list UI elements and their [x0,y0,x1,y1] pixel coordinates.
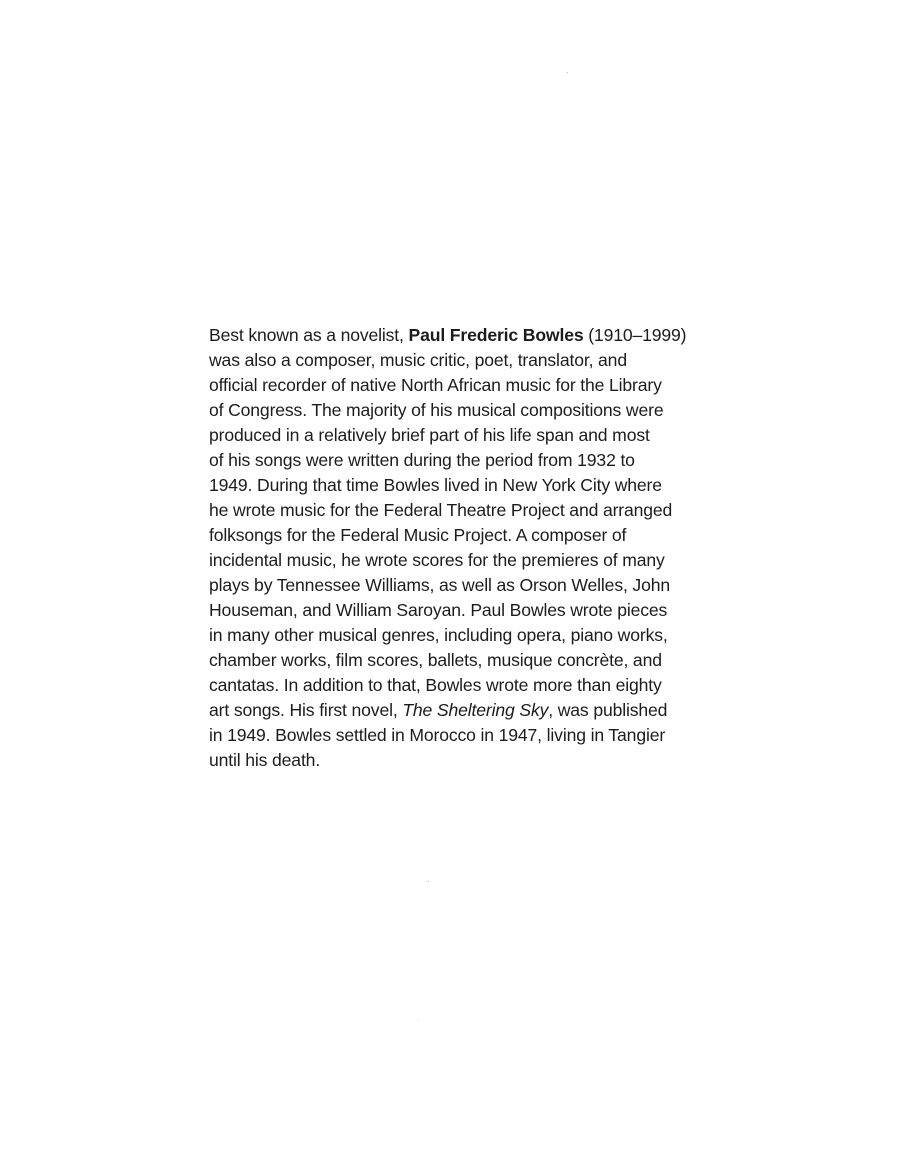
bio-line-7: 1949. During that time Bowles lived in New York City where [209,475,662,495]
bio-line-16-tail: , was published [548,700,668,720]
scan-speck [418,1019,419,1020]
bio-line-5: produced in a relatively brief part of his life span and most [209,425,650,445]
subject-name: Paul Frederic Bowles [408,325,584,345]
bio-line-1-dates: (1910–1999) [583,325,687,345]
bio-line-9: folksongs for the Federal Music Project. A composer of [209,525,627,545]
biography-paragraph [209,323,709,773]
bio-line-3: official recorder of native North African music for the Library [209,375,662,395]
scan-speck [428,881,429,882]
bio-line-1 [209,323,709,348]
bio-line-16 [209,698,709,723]
bio-line-12: Houseman, and William Saroyan. Paul Bowles wrote pieces [209,600,668,620]
bio-line-17: in 1949. Bowles settled in Morocco in 1947, living in Tangier [209,725,666,745]
bio-line-11: plays by Tennessee Williams, as well as Orson Welles, John [209,575,670,595]
bio-line-14: chamber works, film scores, ballets, musique concrète, and [209,650,662,670]
novel-title: The Sheltering Sky [402,700,549,720]
bio-line-15: cantatas. In addition to that, Bowles wrote more than eighty [209,675,662,695]
scan-speck [567,72,568,73]
bio-line-2: was also a composer, music critic, poet, translator, and [209,350,627,370]
bio-line-8: he wrote music for the Federal Theatre Project and arranged [209,500,673,520]
bio-line-18: until his death. [209,750,321,770]
bio-line-16-lead: art songs. His first novel, [209,700,403,720]
bio-line-1-lead: Best known as a novelist, [209,325,409,345]
bio-line-4: of Congress. The majority of his musical compositions were [209,400,664,420]
bio-line-13: in many other musical genres, including opera, piano works, [209,625,668,645]
bio-line-6: of his songs were written during the period from 1932 to [209,450,635,470]
bio-line-10: incidental music, he wrote scores for the premieres of many [209,550,665,570]
